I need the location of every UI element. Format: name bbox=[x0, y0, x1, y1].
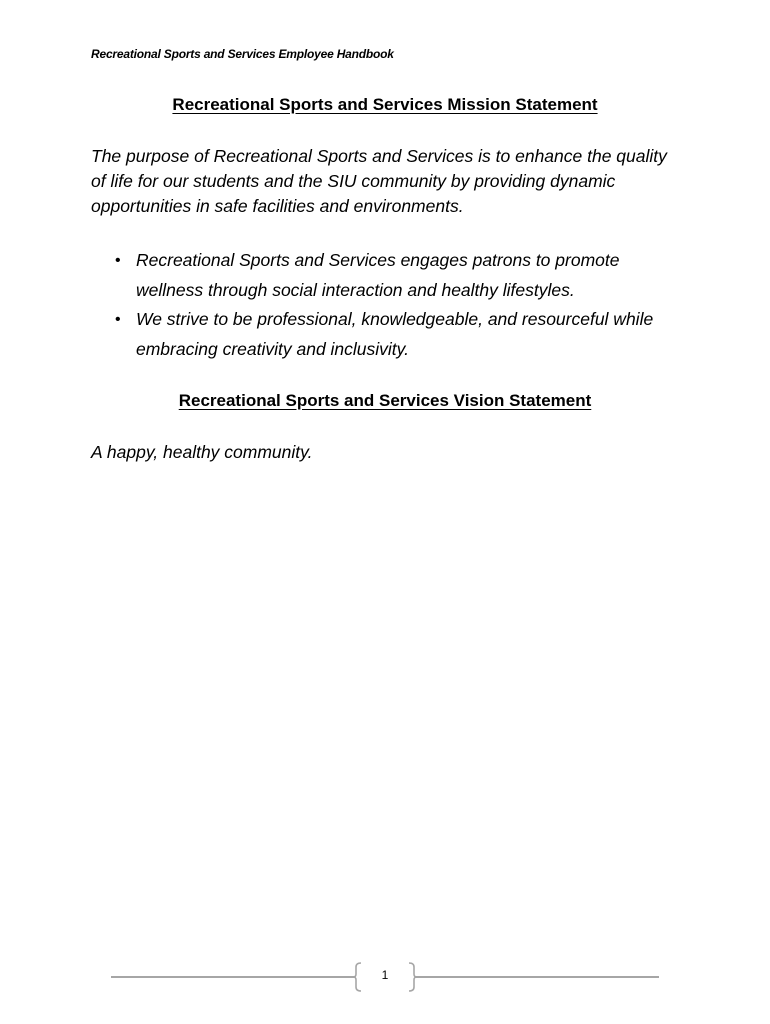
mission-heading: Recreational Sports and Services Mission Statement bbox=[172, 95, 598, 114]
vision-heading: Recreational Sports and Services Vision Statement bbox=[178, 391, 592, 410]
list-item bbox=[113, 246, 673, 305]
running-header: Recreational Sports and Services Employee Handbook bbox=[91, 47, 394, 61]
bullet-icon: • bbox=[115, 252, 121, 269]
left-brace-icon bbox=[353, 962, 363, 992]
list-item bbox=[113, 305, 673, 364]
vision-text: A happy, healthy community. bbox=[91, 442, 313, 462]
mission-bullet-list bbox=[113, 246, 673, 364]
footer-rule-left bbox=[111, 976, 355, 978]
bullet-text: Recreational Sports and Services engages patrons to promote wellness through social interaction and healthy lifestyles. bbox=[136, 250, 620, 300]
page-footer bbox=[0, 962, 770, 994]
page-number: 1 bbox=[381, 968, 389, 982]
footer-rule-right bbox=[415, 976, 659, 978]
bullet-icon: • bbox=[115, 311, 121, 328]
bullet-text: We strive to be professional, knowledgeable, and resourceful while embracing creativity and inclusivity. bbox=[136, 309, 654, 359]
mission-purpose-paragraph: The purpose of Recreational Sports and Services is to enhance the quality of life for our students and the SIU community by providing dynamic opportunities in safe facilities and environments. bbox=[91, 146, 667, 216]
